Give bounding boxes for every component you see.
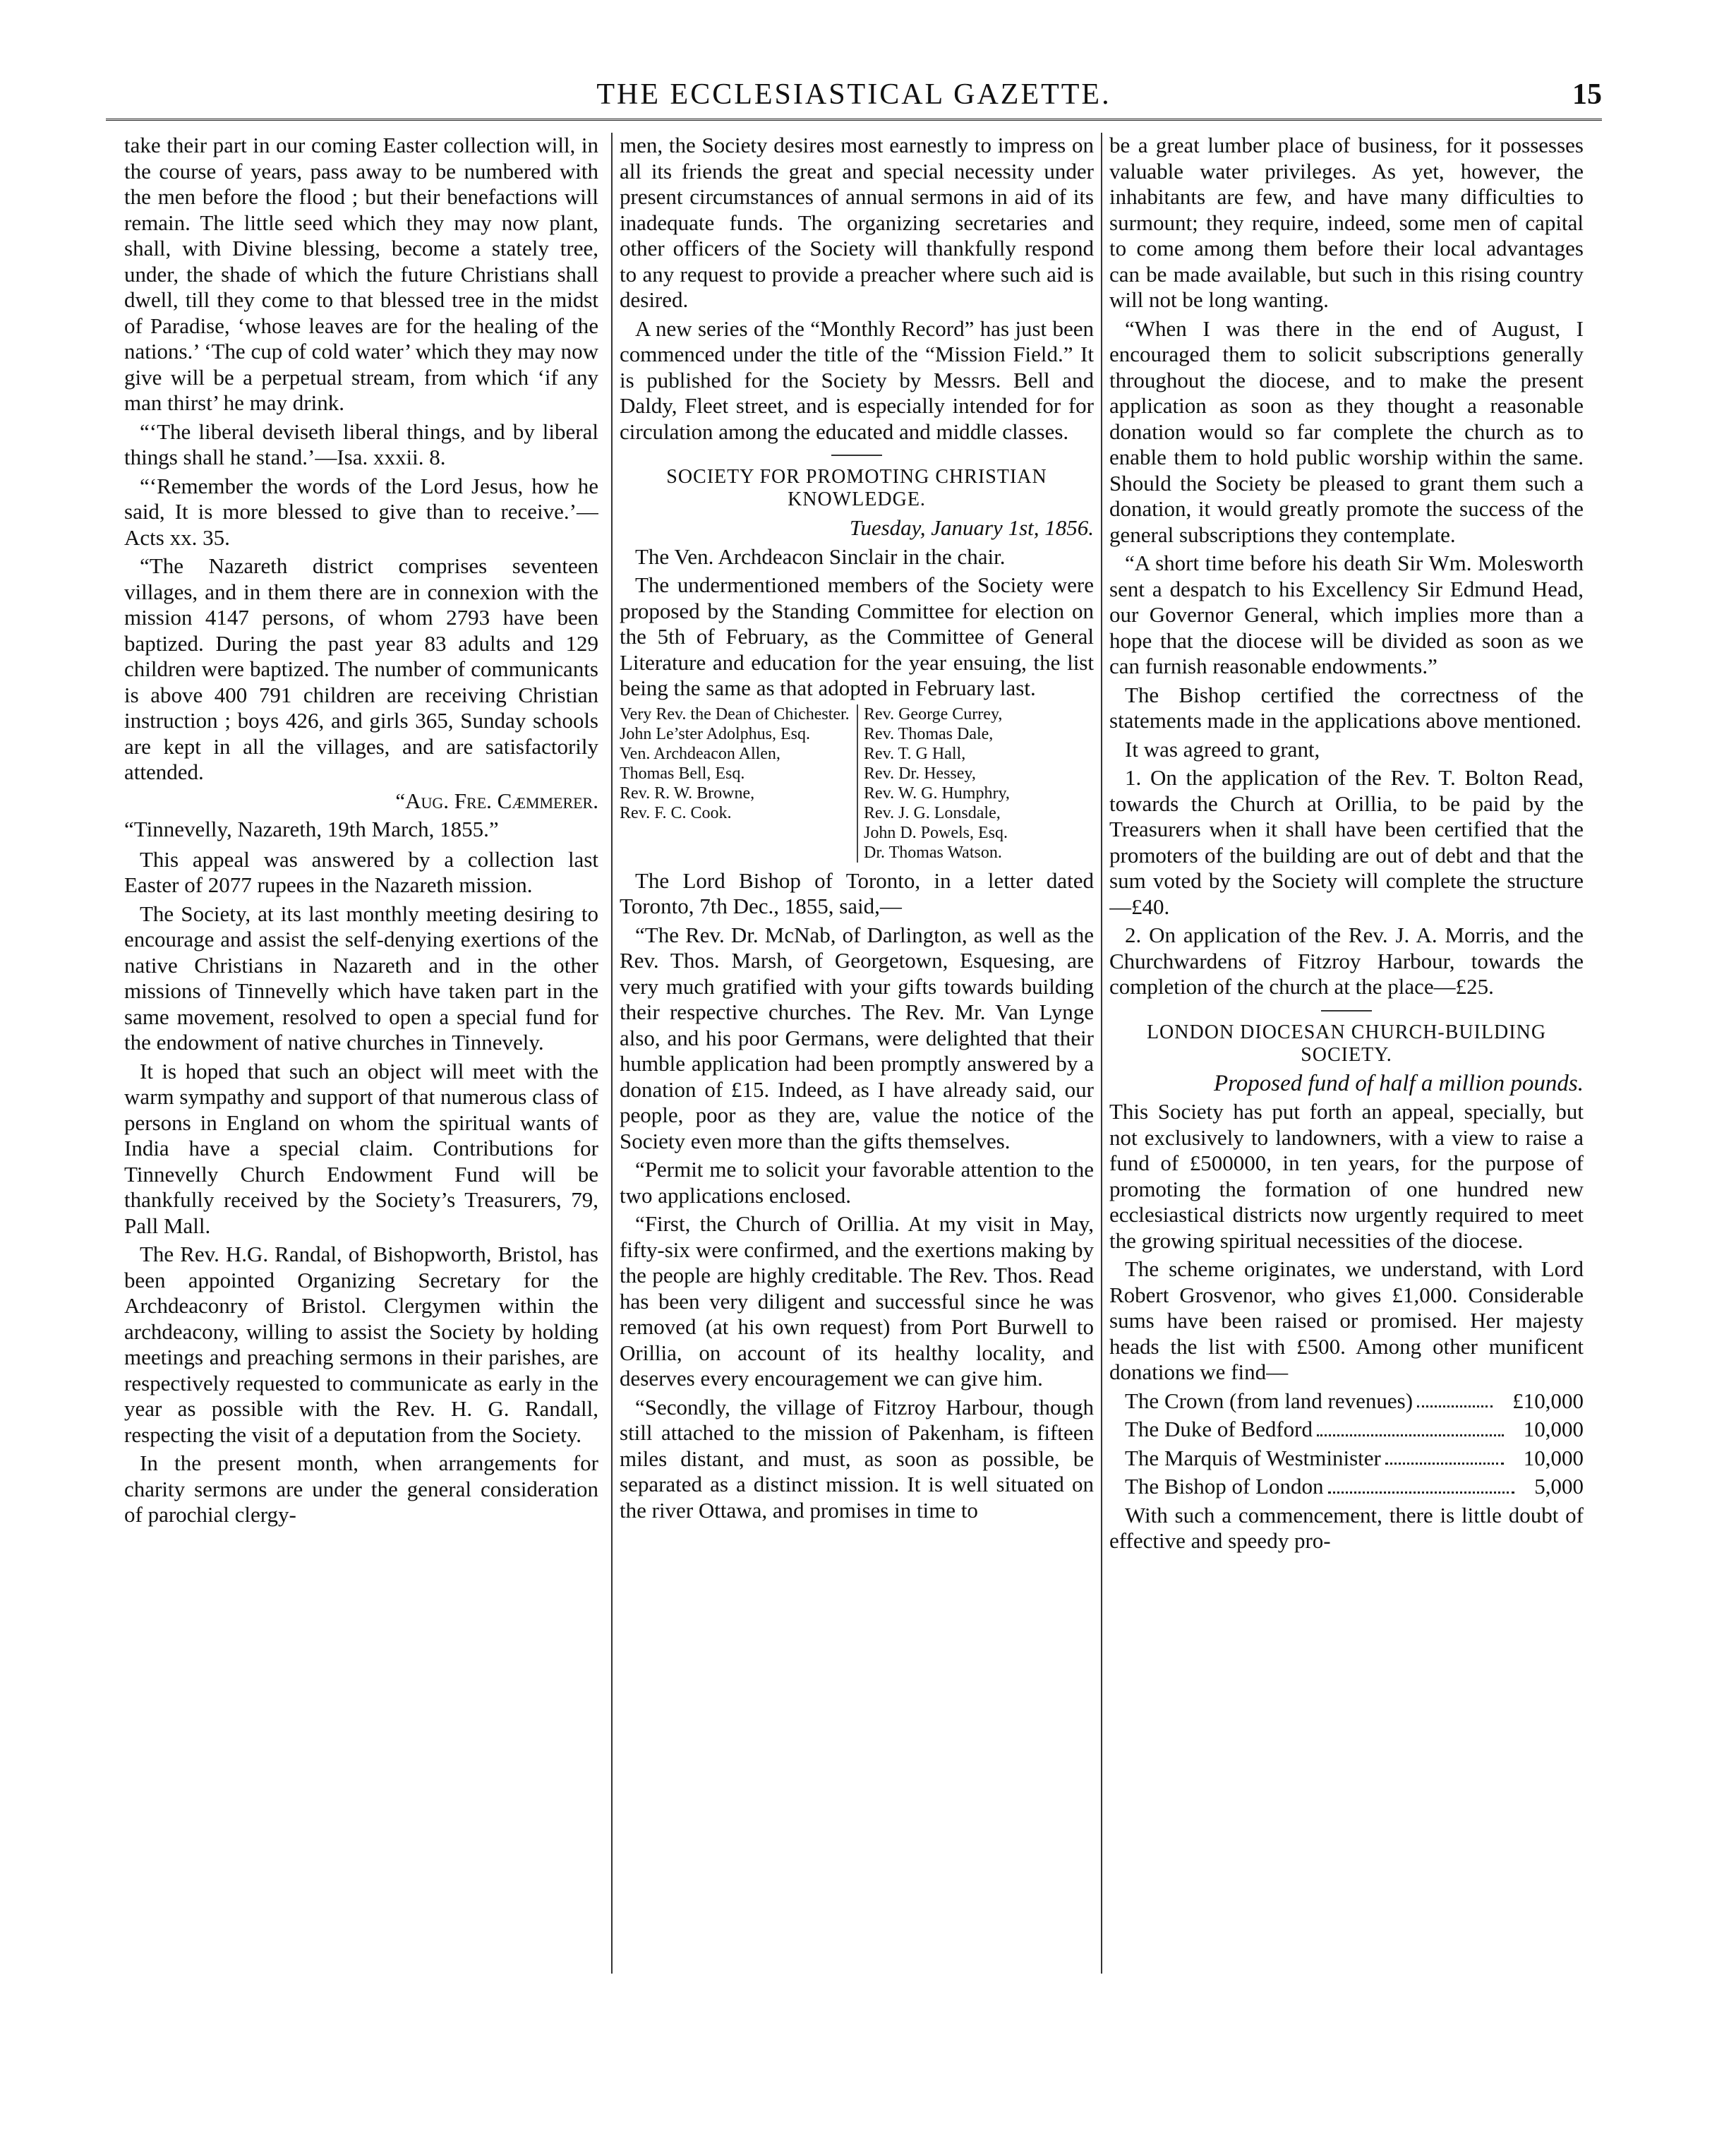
dateline: “Tinnevelly, Nazareth, 19th March, 1855.” xyxy=(124,817,499,841)
member-name: Rev. Thomas Dale, xyxy=(864,724,994,743)
paragraph: “Permit me to solicit your favorable attention to the two applications enclosed. xyxy=(620,1157,1094,1208)
paragraph: “A short time before his death Sir Wm. Molesworth sent a despatch to his Excellency Sir Edmund Head, our Governor General, which implies more than a hope that the diocese will be divided as soon as we can furnish reasonable endowments.” xyxy=(1109,551,1584,678)
member-name: John D. Powels, Esq. xyxy=(864,823,1008,842)
paragraph: take their part in our coming Easter collection will, in the course of years, pass away to be numbered with the men before the flood ; but their benefactions will remain. The little seed which they may now plant, shall, with Divine blessing, become a stately tree, under, the shade of which the future Christians shall dwell, till they come to that blessed tree in the midst of Paradise, ‘whose leaves are for the healing of the nations.’ ‘The cup of cold water’ which they may now give will be a perpetual stream, from which ‘if any man thirst’ he may drink. xyxy=(124,133,598,415)
section-rule xyxy=(1321,1010,1372,1012)
paragraph: The Rev. H.G. Randal, of Bishopworth, Bristol, has been appointed Organizing Secretary for the Archdeaconry of Bristol. Clergymen within the archdeacony, willing to assist the Society by holding meetings and preaching sermons in their parishes, are respectively requested to communicate as early in the year as possible with the Rev. H. G. Randall, respecting the visit of a deputation from the Society. xyxy=(124,1242,598,1447)
paragraph: With such a commencement, there is little doubt of effective and speedy pro- xyxy=(1109,1502,1584,1553)
members-left xyxy=(620,704,857,863)
paragraph: This appeal was answered by a collection last Easter of 2077 rupees in the Nazareth mission. xyxy=(124,846,598,897)
page-header xyxy=(106,78,1602,120)
donation-row xyxy=(1109,1417,1584,1443)
column-3 xyxy=(1109,133,1584,1968)
paragraph: It is hoped that such an object will meet with the warm sympathy and support of that numerous class of persons in England on whom the spiritual wants of India have a special claim. Contributions for Tinnevelly Church Endowment Fund will be thankfully received by the Society’s Treasurers, 79, Pall Mall. xyxy=(124,1058,598,1238)
donor-name: The Crown (from land revenues) xyxy=(1125,1388,1413,1413)
column-divider xyxy=(1101,133,1102,1974)
donations-list xyxy=(1109,1388,1584,1500)
meeting-date: Tuesday, January 1st, 1856. xyxy=(849,515,1094,540)
page-number: 15 xyxy=(1572,78,1602,111)
donation-amount: 5,000 xyxy=(1534,1474,1584,1499)
donation-amount: £10,000 xyxy=(1512,1388,1584,1413)
donor-name: The Duke of Bedford xyxy=(1125,1417,1313,1441)
paragraph: This Society has put forth an appeal, specially, but not exclusively to landowners, with a view to raise a fund of £500000, in ten years, for the purpose of promoting the formation of one hundred new ecclesiastical districts now urgently required to meet the growing spiritual necessities of the diocese. xyxy=(1109,1099,1584,1253)
leader-dots xyxy=(1317,1417,1504,1436)
quote-acts: “‘Remember the words of the Lord Jesus, how he said, It is more blessed to give than to receive.’—Acts xx. 35. xyxy=(124,473,598,550)
members-list xyxy=(620,704,1094,863)
member-name: Rev. T. G Hall, xyxy=(864,744,966,763)
member-name: John Le’ster Adolphus, Esq. xyxy=(620,724,810,743)
paragraph: The Ven. Archdeacon Sinclair in the chair. xyxy=(635,544,1006,569)
paragraph: In the present month, when arrangements for charity sermons are under the general consideration of parochial clergy- xyxy=(124,1451,598,1527)
donation-amount: 10,000 xyxy=(1523,1445,1584,1470)
member-name: Rev. R. W. Browne, xyxy=(620,784,755,803)
paragraph: 2. On application of the Rev. J. A. Morris, and the Churchwardens of Fitzroy Harbour, towards the completion of the church at the place—£25. xyxy=(1109,923,1584,999)
paragraph: “The Rev. Dr. McNab, of Darlington, as well as the Rev. Thos. Marsh, of Georgetown, Esquesing, are very much gratified with your gifts towards building their respective churches. The Rev. Mr. Van Lynge also, and his poor Germans, were delighted that their humble application had been promptly answered by a donation of £15. Indeed, as I have already said, our people, poor as they are, value the notice of the Society even more than the gifts themselves. xyxy=(620,922,1094,1153)
paragraph: It was agreed to grant, xyxy=(1125,736,1320,762)
donation-row xyxy=(1109,1388,1584,1415)
donor-name: The Marquis of Westminister xyxy=(1125,1445,1381,1470)
donation-row xyxy=(1109,1446,1584,1472)
member-name: Dr. Thomas Watson. xyxy=(864,843,1002,862)
paragraph: The Bishop certified the correctness of the statements made in the applications above mentioned. xyxy=(1109,682,1584,733)
member-name: Thomas Bell, Esq. xyxy=(620,764,745,783)
paragraph: A new series of the “Monthly Record” has just been commenced under the title of the “Mission Field.” It is published for the Society by Messrs. Bell and Daldy, Fleet street, and is especially intended for for circulation among the educated and middle classes. xyxy=(620,316,1094,444)
member-name: Rev. George Currey, xyxy=(864,704,1003,724)
leader-dots xyxy=(1385,1446,1504,1465)
member-name: Rev. Dr. Hessey, xyxy=(864,764,976,783)
donation-row xyxy=(1109,1474,1584,1500)
leader-dots xyxy=(1328,1474,1515,1494)
paragraph: The scheme originates, we understand, with Lord Robert Grosvenor, who gives £1,000. Considerable sums have been raised or promised. Her majesty heads the list with £500. Among other munificent donations we find— xyxy=(1109,1256,1584,1384)
quote-isaiah: “‘The liberal deviseth liberal things, and by liberal things shall he stand.’—Isa. xxxii. 8. xyxy=(124,419,598,469)
member-name: Ven. Archdeacon Allen, xyxy=(620,744,780,763)
paragraph: “Secondly, the village of Fitzroy Harbour, though still attached to the mission of Pakenham, is fifteen miles distant, and must, as soon as possible, be separated as a distinct mission. It is well situated on the river Ottawa, and promises in time to xyxy=(620,1394,1094,1523)
member-name: Rev. J. G. Lonsdale, xyxy=(864,803,1001,822)
paragraph: “The Nazareth district comprises seventeen villages, and in them there are in connexion with the mission 4147 persons, of whom 2793 have been baptized. During the past year 83 adults and 129 children were baptized. The number of communicants is above 400 791 children are receiving Christian instruction ; boys 426, and girls 365, Sunday schools are kept in all the villages, and are satisfactorily attended. xyxy=(124,553,598,784)
section-rule xyxy=(831,455,882,456)
members-right xyxy=(857,704,1094,863)
paragraph: “When I was there in the end of August, I encouraged them to solicit subscriptions generally throughout the diocese, and to make the present application as soon as they thought a reasonable donation would so far complete the church as to enable them to hold public worship within the same. Should the Society be pleased to grant them such a donation, it would greatly promote the success of the general subscriptions they contemplate. xyxy=(1109,316,1584,547)
paragraph: be a great lumber place of business, for it possesses valuable water privileges. As yet, however, the inhabitants are few, and have many difficulties to surmount; they require, indeed, some men of capital to come among them before their local advantages can be made available, but such in this rising country will not be long wanting. xyxy=(1109,133,1584,312)
page-title: THE ECCLESIASTICAL GAZETTE. xyxy=(596,78,1111,111)
section-subheading: Proposed fund of half a million pounds. xyxy=(1213,1070,1584,1096)
paragraph: 1. On the application of the Rev. T. Bolton Read, towards the Church at Orillia, to be paid by the Treasurers when it shall have been certified that the promoters of the building are out of debt and that the sum voted by the Society will complete the structure—£40. xyxy=(1109,765,1584,919)
column-2 xyxy=(620,133,1094,1968)
member-name: Rev. F. C. Cook. xyxy=(620,803,732,822)
column-1 xyxy=(124,133,598,1968)
section-heading: SOCIETY FOR PROMOTING CHRISTIAN KNOWLEDGE. xyxy=(666,466,1047,510)
leader-dots xyxy=(1417,1388,1493,1408)
paragraph: The undermentioned members of the Society were proposed by the Standing Committee for election on the 5th of February, as the Committee of General Literature and education for the year ensuing, the list being the same as that adopted in February last. xyxy=(620,572,1094,700)
header-rule xyxy=(106,119,1602,121)
paragraph: “First, the Church of Orillia. At my visit in May, fifty-six were confirmed, and the exertions making by the people are highly creditable. The Rev. Thos. Read has been very diligent and successful since he was removed (at his own request) from Port Burwell to Orillia, on account of its healthy locality, and deserves every encouragement we can give him. xyxy=(620,1211,1094,1391)
paragraph: The Society, at its last monthly meeting desiring to encourage and assist the self-denying exertions of the native Christians in Nazareth and in the other missions of Tinnevelly which have taken part in the same movement, resolved to open a special fund for the endowment of native churches in Tinnevely. xyxy=(124,901,598,1055)
member-name: Very Rev. the Dean of Chichester. xyxy=(620,704,850,724)
donation-amount: 10,000 xyxy=(1523,1417,1584,1441)
member-name: Rev. W. G. Humphry, xyxy=(864,784,1010,803)
paragraph: The Lord Bishop of Toronto, in a letter dated Toronto, 7th Dec., 1855, said,— xyxy=(620,868,1094,918)
donor-name: The Bishop of London xyxy=(1125,1474,1324,1499)
column-divider xyxy=(611,133,613,1974)
paragraph: men, the Society desires most earnestly to impress on all its friends the great and special necessity under present circumstances of annual sermons in aid of its inadequate funds. The organizing secretaries and other officers of the Society will thankfully respond to any request to provide a preacher where such aid is desired. xyxy=(620,133,1094,312)
signature: “Aug. Fre. Cæmmerer. xyxy=(395,788,598,813)
section-heading: LONDON DIOCESAN CHURCH-BUILDING SOCIETY. xyxy=(1146,1021,1547,1066)
